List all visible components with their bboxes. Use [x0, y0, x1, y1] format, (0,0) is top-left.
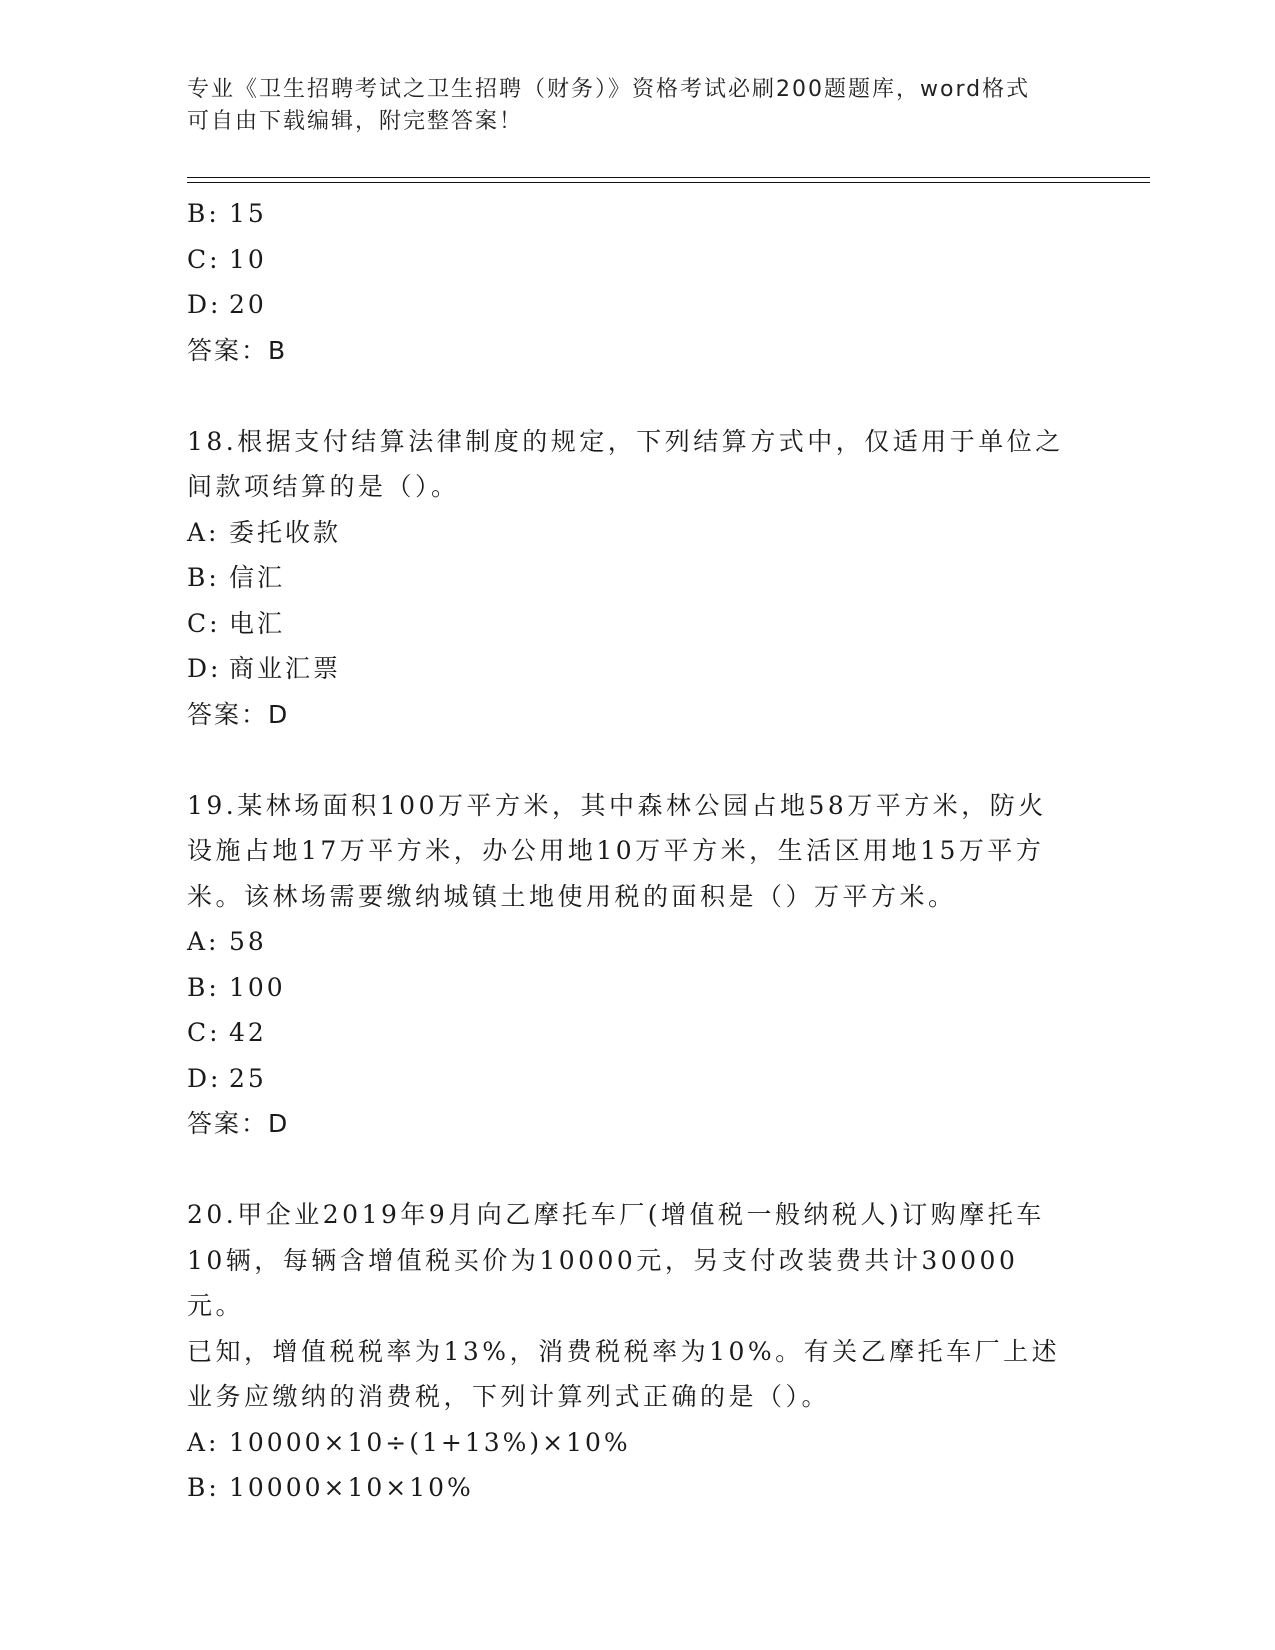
option-text: 委托收款 — [229, 517, 342, 547]
document-body — [187, 191, 1067, 1511]
option-key: C: — [187, 1018, 221, 1047]
option-a — [187, 1420, 1067, 1466]
answer-line: 答案：D — [187, 1109, 290, 1138]
header-divider-top — [187, 177, 1150, 178]
option-a — [187, 510, 1067, 556]
question-text-line: 20.甲企业2019年9月向乙摩托车厂(增值税一般纳税人)订购摩托车 — [187, 1200, 1045, 1229]
option-c — [187, 237, 1067, 283]
option-text: 电汇 — [229, 608, 286, 638]
option-d — [187, 646, 1067, 692]
header-line-2: 可自由下载编辑，附完整答案！ — [187, 109, 524, 134]
option-text: 信汇 — [229, 563, 286, 592]
option-key: D: — [187, 1063, 222, 1093]
header-line-1: 专业《卫生招聘考试之卫生招聘（财务）》资格考试必刷200题题库，word格式 — [187, 77, 1031, 102]
header-divider-bottom — [187, 182, 1150, 183]
option-text: 10000×10÷(1+13%)×10% — [229, 1427, 631, 1457]
option-key: C: — [187, 608, 221, 638]
option-text: 25 — [229, 1063, 267, 1093]
option-key: B: — [187, 972, 220, 1002]
option-c — [187, 1010, 1067, 1056]
question-text-line: 已知，增值税税率为13%，消费税税率为10%。有关乙摩托车厂上述 — [187, 1336, 1061, 1366]
question-text-line: 设施占地17万平方米，办公用地10万平方米，生活区用地15万平方 — [187, 836, 1045, 865]
option-key: B: — [187, 199, 220, 228]
option-d — [187, 282, 1067, 328]
question-18 — [187, 419, 1067, 738]
question-text-line: 10辆，每辆含增值税买价为10000元，另支付改装费共计30000元。 — [187, 1245, 1019, 1320]
question-19 — [187, 783, 1067, 1147]
option-text: 10000×10×10% — [229, 1473, 474, 1502]
option-key: A: — [187, 927, 220, 956]
question-text-line: 米。该林场需要缴纳城镇土地使用税的面积是（）万平方米。 — [187, 881, 957, 911]
answer-line: 答案：D — [187, 699, 290, 729]
spacer — [187, 1147, 1067, 1193]
option-key: B: — [187, 563, 220, 592]
option-b — [187, 1465, 1067, 1511]
document-header — [187, 74, 1067, 138]
question-text-line: 间款项结算的是（）。 — [187, 472, 460, 501]
option-key: C: — [187, 244, 221, 274]
option-b — [187, 965, 1067, 1011]
option-c — [187, 601, 1067, 647]
question-20 — [187, 1192, 1067, 1511]
option-text: 商业汇票 — [229, 654, 342, 683]
spacer — [187, 737, 1067, 783]
option-a — [187, 919, 1067, 965]
option-d — [187, 1056, 1067, 1102]
option-text: 42 — [229, 1018, 267, 1047]
question-text-line: 18.根据支付结算法律制度的规定，下列结算方式中，仅适用于单位之 — [187, 426, 1064, 456]
option-key: D: — [187, 654, 222, 683]
option-b — [187, 555, 1067, 601]
option-text: 58 — [229, 927, 267, 956]
option-text: 20 — [229, 290, 267, 319]
answer-line: 答案：B — [187, 335, 288, 365]
question-text-line: 业务应缴纳的消费税，下列计算列式正确的是（）。 — [187, 1382, 831, 1411]
option-key: B: — [187, 1473, 220, 1502]
option-key: D: — [187, 290, 222, 319]
question-text-line: 19.某林场面积100万平方米，其中森林公园占地58万平方米，防火 — [187, 790, 1047, 820]
option-b — [187, 191, 1067, 237]
option-text: 10 — [229, 244, 267, 274]
question-17-tail — [187, 191, 1067, 373]
option-key: A: — [187, 517, 220, 547]
option-text: 15 — [229, 199, 267, 228]
spacer — [187, 373, 1067, 419]
option-text: 100 — [229, 972, 286, 1002]
option-key: A: — [187, 1427, 220, 1457]
